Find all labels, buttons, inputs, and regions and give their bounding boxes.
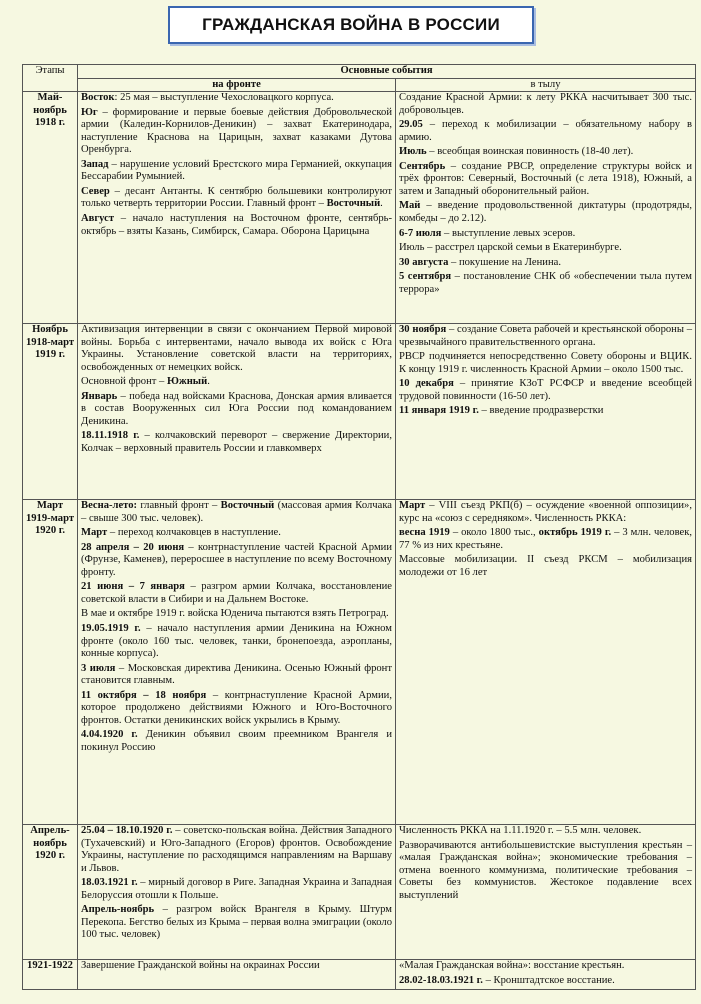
table-row <box>23 92 696 324</box>
rear-event-entry: Разворачиваются антибольшевистские выступления крестьян – «малая Гражданская война»; экономические требования – отмена военного коммунизма, политические требования – Советы без коммунистов. Жестокое подавление всех выступлений <box>399 839 693 901</box>
rear-cell <box>396 960 696 990</box>
front-event-entry: Запад – нарушение условий Брестского мира Германией, оккупация Бессарабии Румынией. <box>81 158 392 183</box>
rear-event-entry: Май – введение продовольственной диктатуры (продотряды, комбеды – до 2.12). <box>399 200 693 225</box>
front-event-entry: Основной фронт – Южный. <box>81 376 210 388</box>
header-row-1 <box>23 65 696 79</box>
stage-cell: Май-ноябрь 1918 г. <box>23 92 78 324</box>
front-event-entry: 19.05.1919 г. – начало наступления армии Деникина на Южном фронте (около 160 тыс. человек, танки, бронепоезда, аэропланы, конные корпуса). <box>81 623 392 660</box>
stage-cell: Март 1919-март 1920 г. <box>23 500 78 825</box>
rear-event-entry: 28.02-18.03.1921 г. – Кронштадтское восстание. <box>399 974 615 986</box>
rear-event-entry: 5 сентября – постановление СНК об «обеспечении тыла путем террора» <box>399 271 693 295</box>
front-header: на фронте <box>78 78 396 92</box>
front-event-entry: Апрель-ноябрь – разгром войск Врангеля в Крыму. Штурм Перекопа. Бегство белых из Крыма – первая волна эмиграции (около 100 тыс. человек) <box>81 904 392 941</box>
rear-cell <box>396 825 696 960</box>
rear-event-entry: 11 января 1919 г. – введение продразверстки <box>399 405 604 417</box>
title-box <box>168 6 534 44</box>
front-cell <box>78 324 396 500</box>
rear-event-entry: Март – VIII съезд РКП(б) – осуждение «военной оппозиции», курс на «союз с середняком». Численность РККА: <box>399 500 693 524</box>
stage-cell: 1921-1922 <box>23 960 78 990</box>
front-event-entry: 25.04 – 18.10.1920 г. – советско-польская война. Действия Западного (Тухачевский) и Юго-Западного (Егоров) фронтов. Освобождение Украины, наступление по расходящимся направлениям на Варшаву и Львов. <box>81 825 392 874</box>
front-event-entry: Август – начало наступления на Восточном фронте, сентябрь-октябрь – взяты Казань, Симбирск, Самара. Оборона Царицына <box>81 213 392 237</box>
table-row <box>23 500 696 825</box>
rear-event-entry: 30 августа – покушение на Ленина. <box>399 256 561 268</box>
rear-cell <box>396 92 696 324</box>
table-row <box>23 825 696 960</box>
front-event-entry: 11 октября – 18 ноября – контрнаступление Красной Армии, которое продолжено действиями Южного и Юго-Восточного фронтов. Остатки деникинских войск укрылись в Крыму. <box>81 689 392 726</box>
rear-event-entry: весна 1919 – около 1800 тыс., октябрь 1919 г. – 3 млн. человек, 77 % из них крестьяне. <box>399 527 693 551</box>
rear-event-entry: Июль – всеобщая воинская повинность (18-40 лет). <box>399 146 634 158</box>
rear-event-entry: Июль – расстрел царской семьи в Екатеринбурге. <box>399 242 622 254</box>
front-event-entry: 18.11.1918 г. – колчаковский переворот – свержение Директории, Колчак – верховный правитель России и главкомверх <box>81 430 392 455</box>
rear-cell <box>396 500 696 825</box>
rear-event-entry: «Малая Гражданская война»: восстание крестьян. <box>399 960 625 972</box>
table-row <box>23 960 696 990</box>
front-event-entry: Восток: 25 мая – выступление Чехословацкого корпуса. <box>81 92 334 104</box>
stages-header: Этапы <box>23 65 78 92</box>
rear-event-entry: РВСР подчиняется непосредственно Совету обороны и ВЦИК. К концу 1919 г. численность Красной Армии – около 1500 тыс. <box>399 351 693 375</box>
front-event-entry: 21 июня – 7 января – разгром армии Колчака, восстановление советской власти в Сибири и на Дальнем Востоке. <box>81 581 392 605</box>
front-event-entry: Юг – формирование и первые боевые действия Добровольческой армии (Каледин-Корнилов-Деникин) – захват Екатеринодара, наступление Краснова на Царицын, захват казаками Дутова Оренбурга. <box>81 106 392 156</box>
front-event-entry: Январь – победа над войсками Краснова, Донская армия вливается в состав Вооруженных сил Юга России под командованием Деникина. <box>81 390 392 427</box>
front-event-entry: Март – переход колчаковцев в наступление. <box>81 527 281 539</box>
rear-event-entry: Создание Красной Армии: к лету РККА насчитывает 300 тыс. добровольцев. <box>399 92 693 116</box>
events-table <box>22 64 696 990</box>
table-row <box>23 324 696 500</box>
stage-cell: Апрель-ноябрь 1920 г. <box>23 825 78 960</box>
rear-header: в тылу <box>396 78 696 92</box>
rear-cell <box>396 324 696 500</box>
rear-event-entry: Массовые мобилизации. II съезд РКСМ – мобилизация молодежи от 16 лет <box>399 554 693 578</box>
front-event-entry: 4.04.1920 г. Деникин объявил своим преемником Врангеля и покинул Россию <box>81 729 392 753</box>
rear-event-entry: 10 декабря – принятие КЗоТ РСФСР и введение всеобщей трудовой повинности (16-50 лет). <box>399 378 693 402</box>
front-event-entry: 3 июля – Московская директива Деникина. Осенью Южный фронт становится главным. <box>81 662 392 687</box>
rear-event-entry: Сентябрь – создание РВСР, определение структуры войск и трёх фронтов: Северный, Восточный (с лета 1918), Южный, а затем и Западный оборонительный район. <box>399 160 693 197</box>
page-title: ГРАЖДАНСКАЯ ВОЙНА В РОССИИ <box>202 15 500 34</box>
main-events-header: Основные события <box>78 65 696 79</box>
front-event-entry: Завершение Гражданской войны на окраинах России <box>81 960 320 972</box>
rear-event-entry: 30 ноября – создание Совета рабочей и крестьянской обороны – чрезвычайного правительственного органа. <box>399 324 693 348</box>
front-cell <box>78 960 396 990</box>
front-event-entry: 18.03.1921 г. – мирный договор в Риге. Западная Украина и Западная Белоруссия отошли к Польше. <box>81 877 393 901</box>
stage-cell: Ноябрь 1918-март 1919 г. <box>23 324 78 500</box>
front-cell <box>78 92 396 324</box>
rear-event-entry: 29.05 – переход к мобилизации – обязательному набору в армию. <box>399 119 693 143</box>
front-cell <box>78 500 396 825</box>
front-event-entry: Север – десант Антанты. К сентябрю большевики контролируют только четверть территории России. Главный фронт – Восточный. <box>81 185 392 210</box>
front-cell <box>78 825 396 960</box>
rear-event-entry: Численность РККА на 1.11.1920 г. – 5.5 млн. человек. <box>399 825 642 837</box>
front-event-entry: 28 апреля – 20 июня – контрнаступление частей Красной Армии (Фрунзе, Каменев), переросшее в наступление по всему Восточному фронту. <box>81 541 392 578</box>
header-row-2 <box>23 78 696 92</box>
front-event-entry: В мае и октябре 1919 г. войска Юденича пытаются взять Петроград. <box>81 608 389 620</box>
front-event-entry: Весна-лето: главный фронт – Восточный (массовая армия Колчака – свыше 300 тыс. человек). <box>81 500 393 524</box>
rear-event-entry: 6-7 июля – выступление левых эсеров. <box>399 227 576 239</box>
front-event-entry: Активизация интервенции в связи с окончанием Первой мировой войны. Борьба с интервентами, начало вывода их войск с Юга Украины. Установление советской власти на территориях, освобожденных от немецких войск. <box>81 324 392 373</box>
